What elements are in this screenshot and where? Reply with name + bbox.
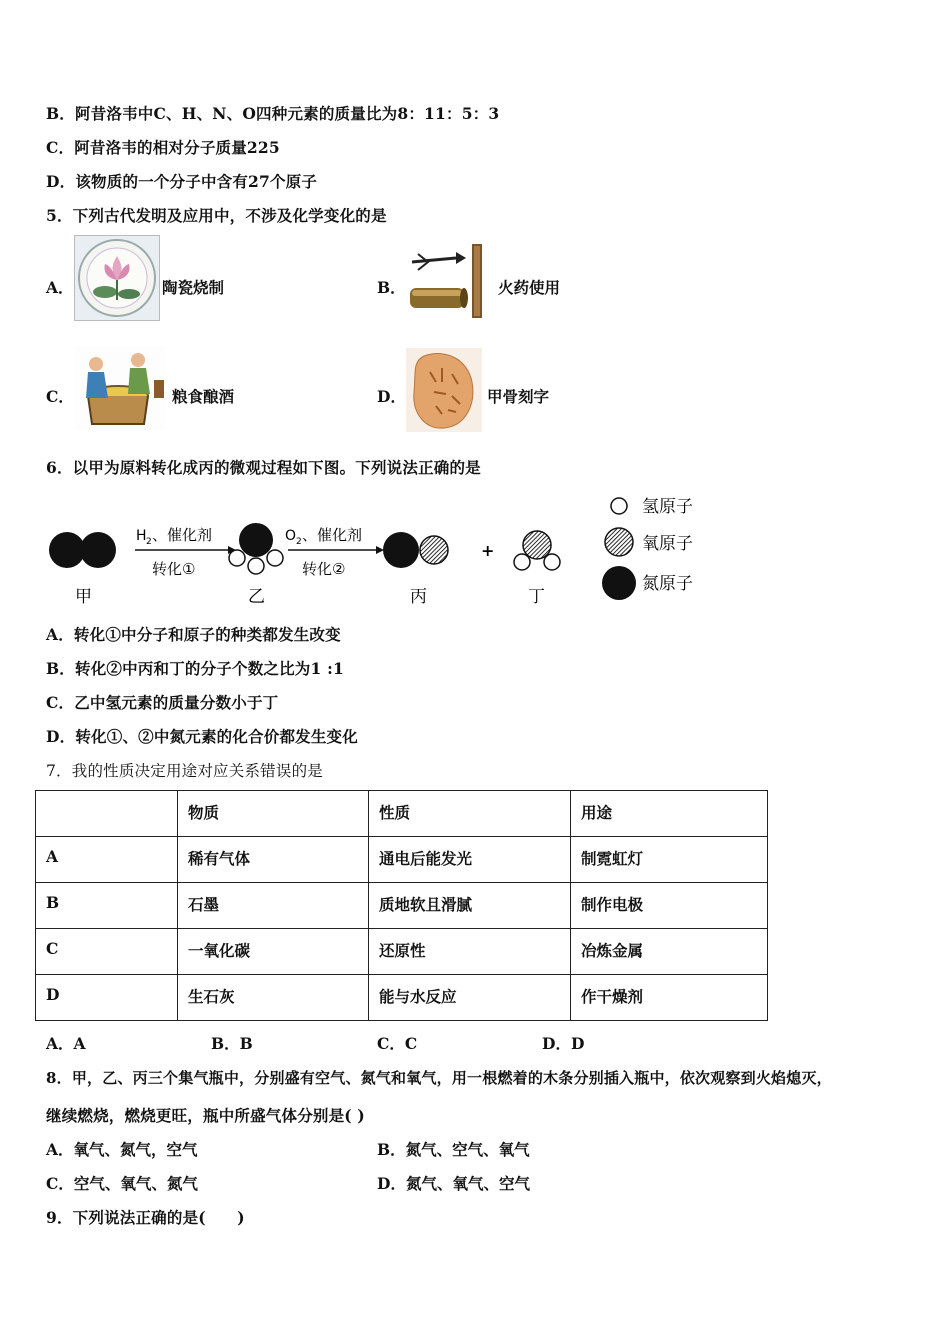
q6-option-b: B．转化②中丙和丁的分子个数之比为1 :1 xyxy=(46,659,344,678)
table-row xyxy=(36,883,768,929)
q8-stem-line2: 继续燃烧，燃烧更旺，瓶中所盛气体分别是( ) xyxy=(46,1106,365,1125)
plus-sign: + xyxy=(481,541,495,560)
table-cell: 通电后能发光 xyxy=(369,837,571,883)
table-cell: 石墨 xyxy=(178,883,369,929)
arrow-2-reagent: 、催化剂 xyxy=(302,526,363,544)
q6-reaction-diagram xyxy=(40,490,720,610)
q6-stem: 6．以甲为原料转化成丙的微观过程如下图。下列说法正确的是 xyxy=(46,458,481,477)
arrow-1-label: 转化① xyxy=(152,560,196,578)
arrow-2-label: 转化② xyxy=(302,560,346,578)
oracle-bone-icon xyxy=(406,348,482,432)
arrow-2-o2-sub: 2 xyxy=(296,537,302,547)
label-bing: 丙 xyxy=(410,587,427,607)
q7-option-c: C．C xyxy=(377,1034,418,1053)
q9-stem: 9．下列说法正确的是( ) xyxy=(46,1208,245,1227)
gunpowder-rocket-icon xyxy=(406,240,490,320)
label-yi: 乙 xyxy=(248,587,265,607)
arrow-2-o2: O xyxy=(285,528,297,544)
table-cell: 作干燥剂 xyxy=(571,975,768,1021)
label-ding: 丁 xyxy=(528,587,545,607)
molecule-yi xyxy=(229,523,283,574)
table-header-cell xyxy=(36,791,178,837)
table-cell: 制霓虹灯 xyxy=(571,837,768,883)
table-cell: 冶炼金属 xyxy=(571,929,768,975)
molecule-jia xyxy=(49,532,116,568)
legend-nitrogen-icon xyxy=(602,566,636,600)
table-cell: C xyxy=(36,929,178,975)
table-cell: D xyxy=(36,975,178,1021)
table-header-cell: 物质 xyxy=(178,791,369,837)
arrow-1-h2: H xyxy=(136,528,147,544)
q5-option-b-letter: B． xyxy=(377,278,406,297)
q8-option-c: C．空气、氧气、氮气 xyxy=(46,1174,198,1193)
q5-stem: 5．下列古代发明及应用中，不涉及化学变化的是 xyxy=(46,206,387,225)
q5-option-b-text: 火药使用 xyxy=(498,278,561,297)
q6-option-a: A．转化①中分子和原子的种类都发生改变 xyxy=(46,625,341,644)
legend-oxygen-icon xyxy=(605,528,633,556)
table-header-cell: 性质 xyxy=(369,791,571,837)
q7-option-a: A．A xyxy=(46,1034,86,1053)
q5-option-d-text: 甲骨刻字 xyxy=(487,387,550,406)
q7-table xyxy=(35,790,768,1021)
label-jia: 甲 xyxy=(75,587,92,607)
arrow-1-h2-sub: 2 xyxy=(146,537,152,547)
molecule-ding xyxy=(514,531,560,570)
table-row xyxy=(36,975,768,1021)
table-row xyxy=(36,929,768,975)
wine-brewing-icon xyxy=(74,346,166,430)
q5-option-c-letter: C． xyxy=(46,387,74,406)
legend-hydrogen-icon xyxy=(611,498,627,514)
table-cell: 生石灰 xyxy=(178,975,369,1021)
q5-option-a-letter: A． xyxy=(46,278,74,297)
table-cell: 稀有气体 xyxy=(178,837,369,883)
q4-option-c: C．阿昔洛韦的相对分子质量225 xyxy=(46,138,280,157)
q5-option-c-text: 粮食酿酒 xyxy=(172,387,235,406)
q8-stem-line1: 8．甲，乙、丙三个集气瓶中，分别盛有空气、氮气和氧气，用一根燃着的木条分别插入瓶中，依次观察到火焰熄灭， xyxy=(46,1069,832,1087)
table-cell: 一氧化碳 xyxy=(178,929,369,975)
q8-option-a: A．氧气、氮气，空气 xyxy=(46,1140,198,1159)
table-cell: 制作电极 xyxy=(571,883,768,929)
q7-option-d: D．D xyxy=(542,1034,585,1053)
arrow-1-reagent: 、催化剂 xyxy=(152,526,213,544)
porcelain-plate-icon xyxy=(74,235,160,321)
table-cell: 能与水反应 xyxy=(369,975,571,1021)
table-header-row xyxy=(36,791,768,837)
molecule-bing xyxy=(383,532,448,568)
q7-option-b: B．B xyxy=(211,1034,253,1053)
q4-option-b: B．阿昔洛韦中C、H、N、O四种元素的质量比为8：11：5：3 xyxy=(46,104,500,123)
table-cell: A xyxy=(36,837,178,883)
legend-hydrogen: 氢原子 xyxy=(642,497,693,517)
table-header-cell: 用途 xyxy=(571,791,768,837)
q6-option-c: C．乙中氢元素的质量分数小于丁 xyxy=(46,693,279,712)
q8-option-d: D．氮气、氧气、空气 xyxy=(377,1174,530,1193)
table-cell: 质地软且滑腻 xyxy=(369,883,571,929)
q4-option-d: D．该物质的一个分子中含有27个原子 xyxy=(46,172,318,191)
table-row xyxy=(36,837,768,883)
table-cell: 还原性 xyxy=(369,929,571,975)
q6-option-d: D．转化①、②中氮元素的化合价都发生变化 xyxy=(46,727,358,746)
q8-option-b: B．氮气、空气、氧气 xyxy=(377,1140,530,1159)
table-cell: B xyxy=(36,883,178,929)
legend-nitrogen: 氮原子 xyxy=(642,574,693,594)
q5-option-a-text: 陶瓷烧制 xyxy=(162,278,225,297)
q5-option-d-letter: D． xyxy=(377,387,406,406)
q7-stem: 7．我的性质决定用途对应关系错误的是 xyxy=(46,762,323,780)
legend-oxygen: 氧原子 xyxy=(642,534,693,554)
